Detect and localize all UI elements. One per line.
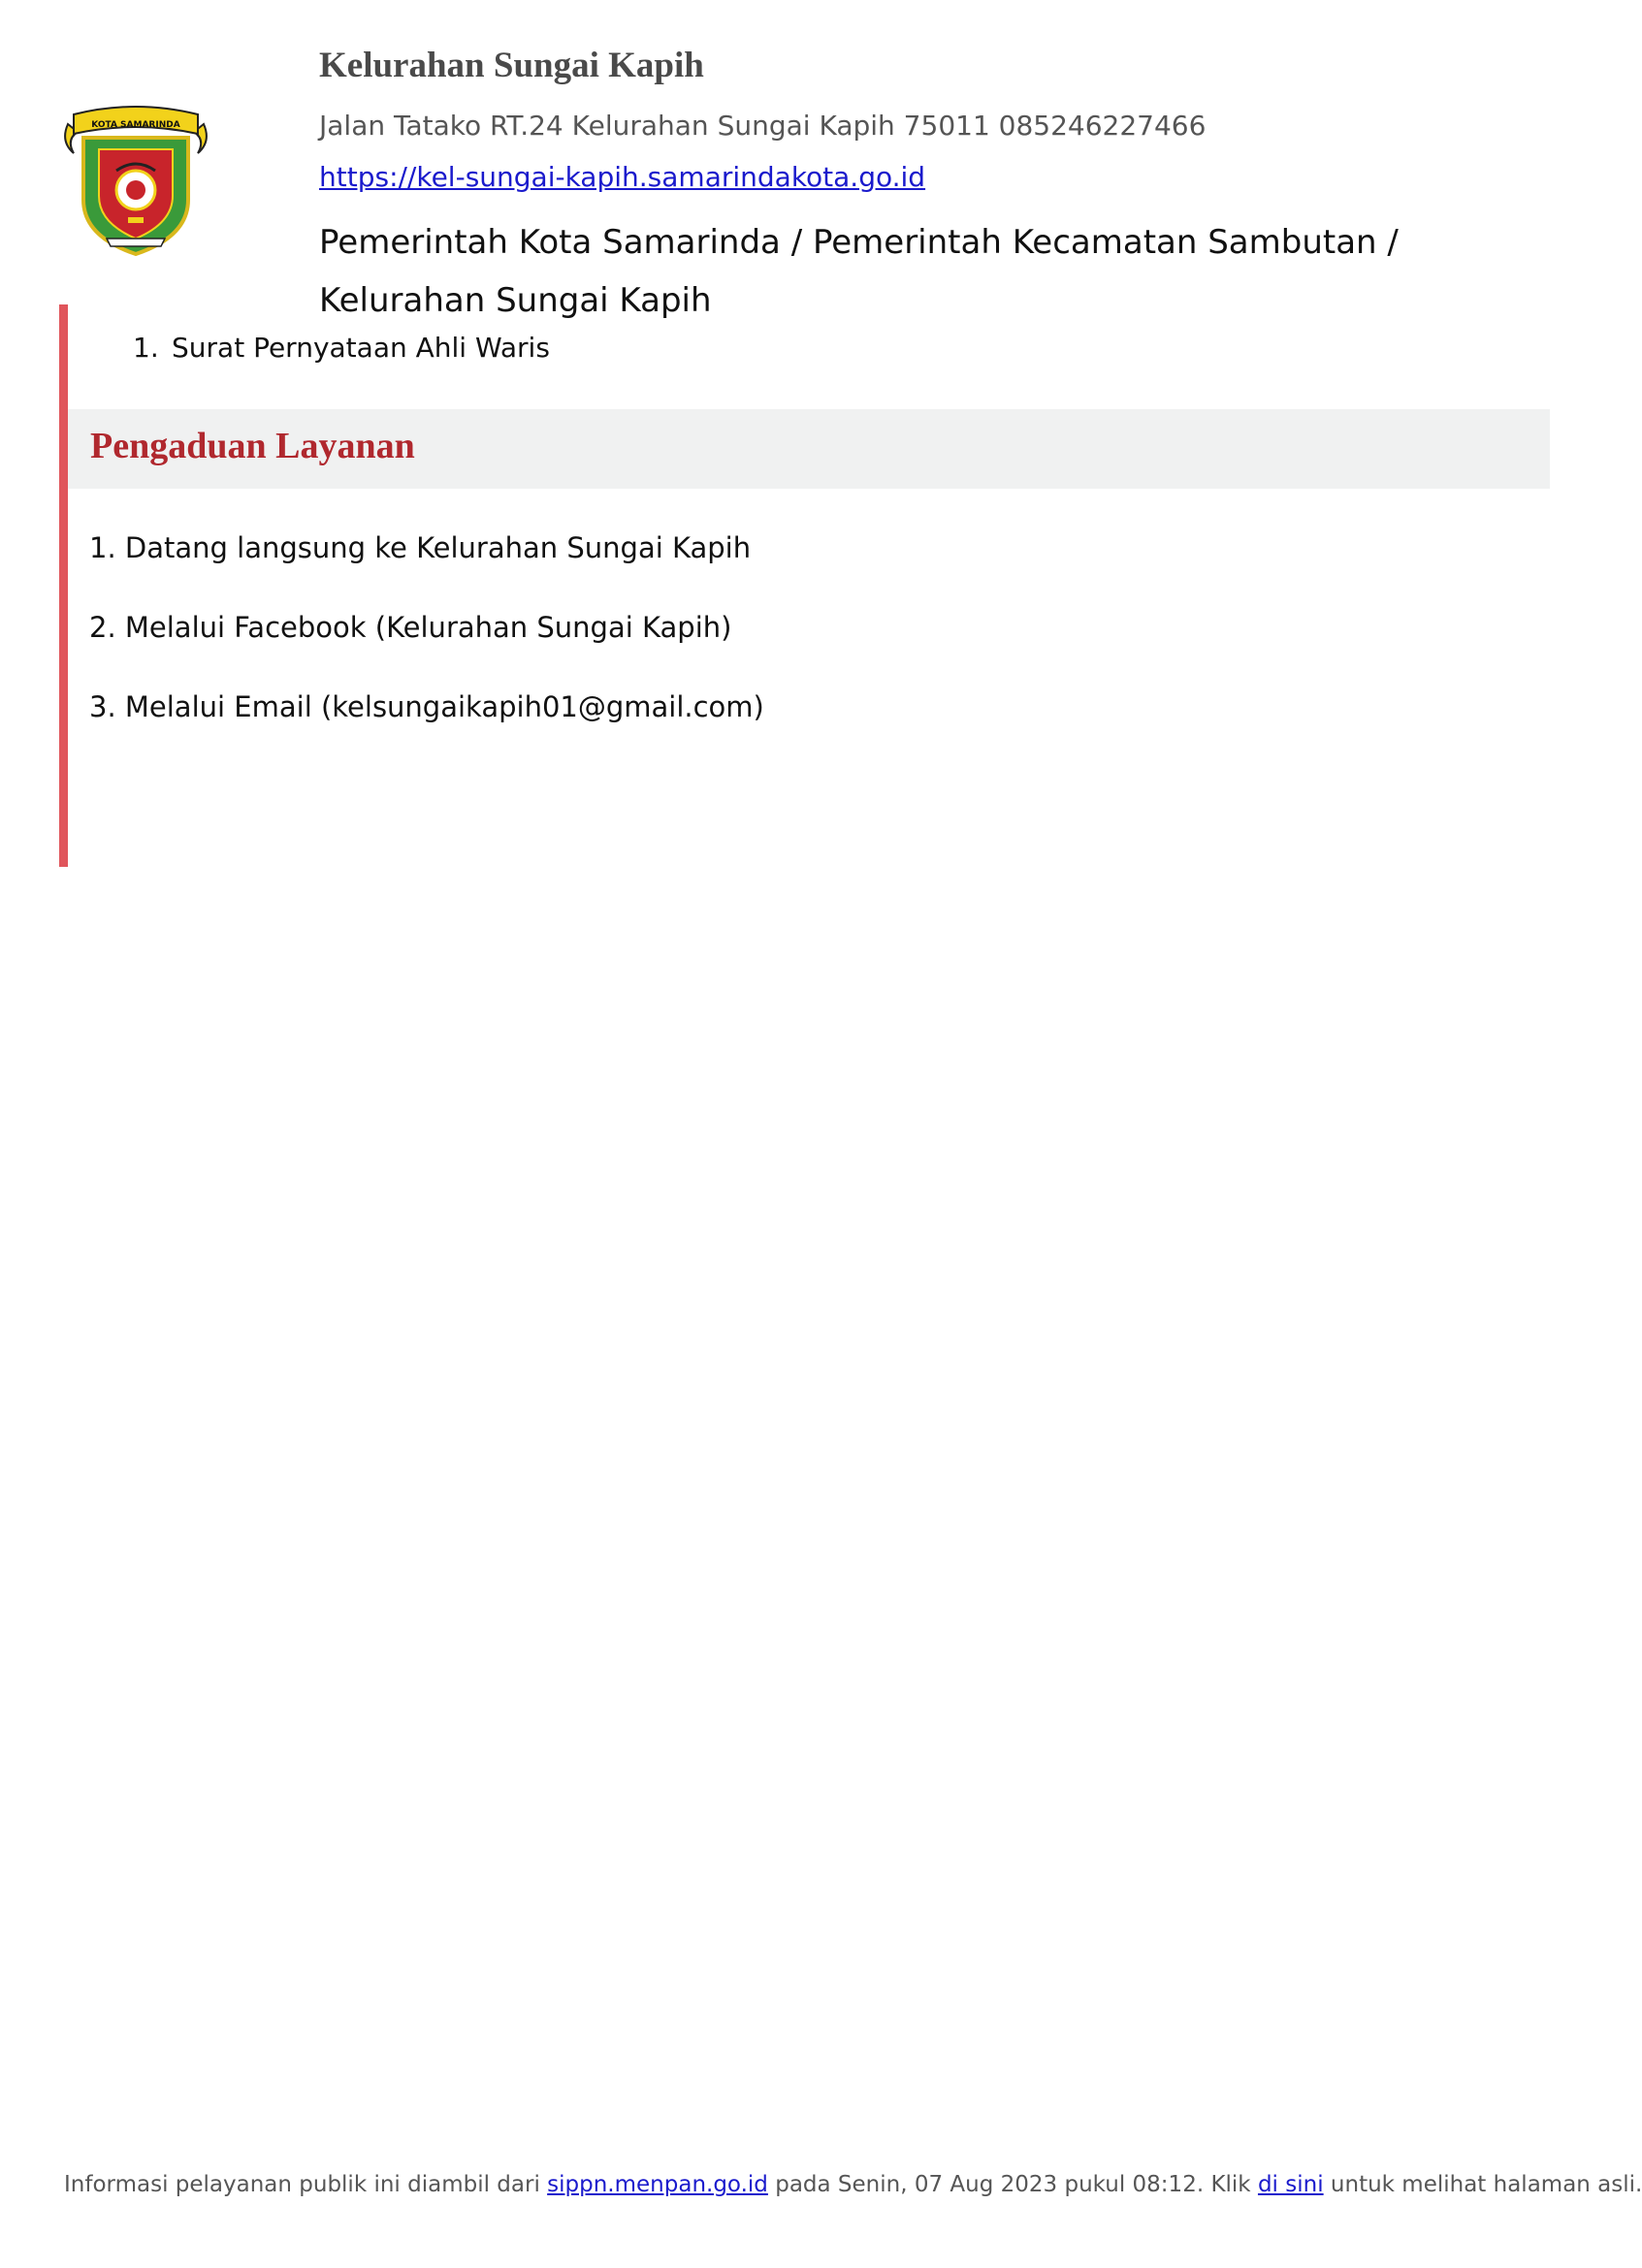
list-item-text: Surat Pernyataan Ahli Waris (172, 332, 550, 364)
complaint-item: 2. Melalui Facebook (Kelurahan Sungai Kapih) (89, 611, 732, 644)
office-address: Jalan Tatako RT.24 Kelurahan Sungai Kapih 75011 085246227466 (319, 110, 1207, 142)
page-title: Kelurahan Sungai Kapih (319, 46, 704, 85)
requirements-list (133, 332, 550, 364)
source-link[interactable]: sippn.menpan.go.id (547, 2172, 768, 2197)
complaint-section-header (68, 409, 1550, 489)
complaint-item: 1. Datang langsung ke Kelurahan Sungai Kapih (89, 531, 752, 564)
complaint-item: 3. Melalui Email (kelsungaikapih01@gmail.com) (89, 690, 764, 723)
logo-banner-text: KOTA SAMARINDA (91, 120, 180, 130)
accent-bar (59, 304, 68, 867)
original-page-link[interactable]: di sini (1257, 2172, 1324, 2197)
footer-middle: pada Senin, 07 Aug 2023 pukul 08:12. Klik (775, 2172, 1251, 2197)
list-item-number: 1. (133, 332, 159, 364)
section-title: Pengaduan Layanan (90, 426, 415, 466)
footer-note (64, 2172, 1642, 2197)
breadcrumb: Pemerintah Kota Samarinda / Pemerintah Kecamatan Sambutan / Kelurahan Sungai Kapih (319, 223, 1399, 320)
footer-prefix: Informasi pelayanan publik ini diambil dari (64, 2172, 540, 2197)
website-link[interactable]: https://kel-sungai-kapih.samarindakota.go.id (319, 161, 926, 193)
kota-samarinda-logo (60, 103, 211, 256)
list-item (133, 332, 550, 364)
footer-suffix: untuk melihat halaman asli. (1330, 2172, 1642, 2197)
